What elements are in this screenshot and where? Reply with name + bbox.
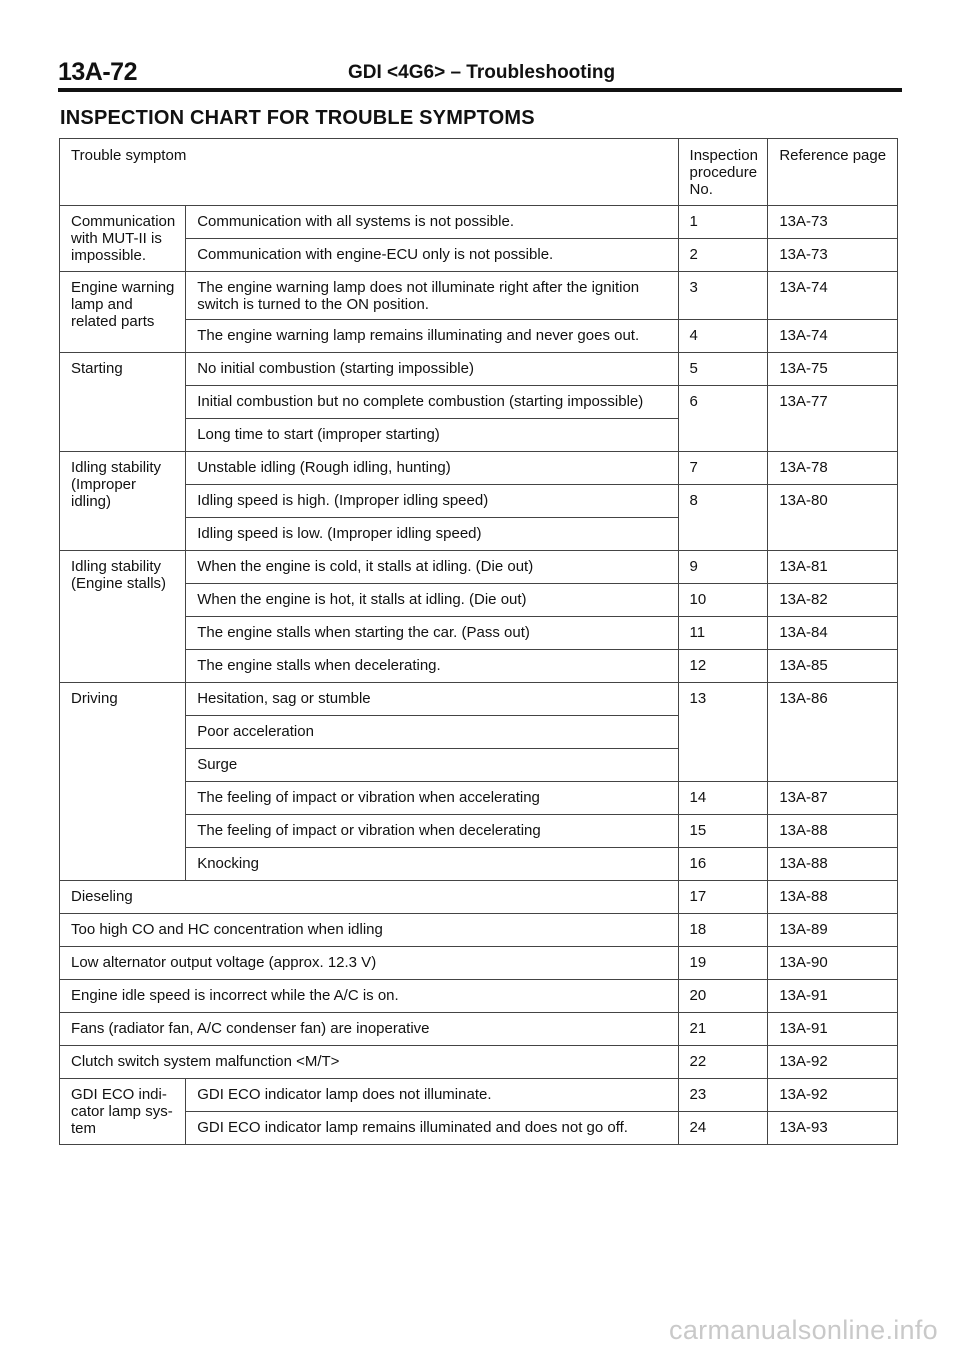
symptom-cell: When the engine is cold, it stalls at idling. (Die out)	[186, 551, 678, 584]
section-title: INSPECTION CHART FOR TROUBLE SYMPTOMS	[60, 107, 535, 129]
reference-cell: 13A-73	[768, 239, 898, 272]
symptom-cell: GDI ECO indicator lamp remains illuminated and does not go off.	[186, 1112, 678, 1145]
table-row	[60, 386, 898, 419]
running-title: GDI <4G6> – Troubleshooting	[348, 62, 616, 83]
symptom-cell: Long time to start (improper starting)	[186, 419, 678, 452]
procedure-cell: 7	[678, 452, 768, 485]
reference-cell: 13A-73	[768, 206, 898, 239]
symptom-cell: Poor acceleration	[186, 716, 678, 749]
symptom-cell: The engine warning lamp does not illuminate right after the ignition switch is turned to the ON position.	[186, 272, 678, 320]
procedure-cell: 23	[678, 1079, 768, 1112]
group-gdi-eco: GDI ECO indi- cator lamp sys- tem	[60, 1079, 186, 1145]
symptom-cell: Communication with engine-ECU only is not possible.	[186, 239, 678, 272]
table-row	[60, 650, 898, 683]
reference-cell: 13A-88	[768, 881, 898, 914]
group-idling-improper: Idling stability (Improper idling)	[60, 452, 186, 551]
table-row	[60, 848, 898, 881]
symptom-cell: The engine stalls when starting the car. (Pass out)	[186, 617, 678, 650]
procedure-cell: 18	[678, 914, 768, 947]
header-rule	[58, 88, 902, 92]
symptom-cell: Surge	[186, 749, 678, 782]
table-row	[60, 980, 898, 1013]
symptom-cell: The feeling of impact or vibration when accelerating	[186, 782, 678, 815]
symptom-cell: Communication with all systems is not possible.	[186, 206, 678, 239]
table-row	[60, 782, 898, 815]
procedure-cell: 14	[678, 782, 768, 815]
procedure-cell: 10	[678, 584, 768, 617]
symptom-cell: Dieseling	[60, 881, 679, 914]
symptom-cell: When the engine is hot, it stalls at idling. (Die out)	[186, 584, 678, 617]
symptom-cell: Low alternator output voltage (approx. 12.3 V)	[60, 947, 679, 980]
reference-cell: 13A-91	[768, 980, 898, 1013]
table-row	[60, 1046, 898, 1079]
table-row	[60, 914, 898, 947]
symptom-cell: Too high CO and HC concentration when idling	[60, 914, 679, 947]
reference-cell: 13A-77	[768, 386, 898, 452]
symptom-cell: No initial combustion (starting impossible)	[186, 353, 678, 386]
procedure-cell: 6	[678, 386, 768, 452]
site-watermark: carmanualsonline.info	[669, 1315, 938, 1345]
reference-cell: 13A-78	[768, 452, 898, 485]
table-row	[60, 206, 898, 239]
symptom-cell: Clutch switch system malfunction <M/T>	[60, 1046, 679, 1079]
symptom-cell: Initial combustion but no complete combustion (starting impossible)	[186, 386, 678, 419]
group-idling-stalls: Idling stability (Engine stalls)	[60, 551, 186, 683]
table-row	[60, 272, 898, 320]
table-row	[60, 1112, 898, 1145]
table-row	[60, 683, 898, 716]
symptom-cell: Engine idle speed is incorrect while the A/C is on.	[60, 980, 679, 1013]
page-header	[58, 58, 902, 88]
reference-cell: 13A-92	[768, 1079, 898, 1112]
procedure-cell: 17	[678, 881, 768, 914]
symptom-cell: Knocking	[186, 848, 678, 881]
group-communication: Communication with MUT-II is impossible.	[60, 206, 186, 272]
procedure-cell: 8	[678, 485, 768, 551]
header-inspection-procedure: Inspection procedure No.	[678, 139, 768, 206]
page-number: 13A-72	[58, 58, 137, 86]
group-engine-warning: Engine warning lamp and related parts	[60, 272, 186, 353]
symptom-cell: The feeling of impact or vibration when decelerating	[186, 815, 678, 848]
reference-cell: 13A-86	[768, 683, 898, 782]
procedure-cell: 12	[678, 650, 768, 683]
symptom-cell: Idling speed is high. (Improper idling speed)	[186, 485, 678, 518]
header-trouble-symptom: Trouble symptom	[60, 139, 679, 206]
group-starting: Starting	[60, 353, 186, 452]
procedure-cell: 3	[678, 272, 768, 320]
table-row	[60, 485, 898, 518]
symptom-cell: GDI ECO indicator lamp does not illuminate.	[186, 1079, 678, 1112]
reference-cell: 13A-91	[768, 1013, 898, 1046]
inspection-chart-table	[59, 138, 898, 1145]
procedure-cell: 19	[678, 947, 768, 980]
reference-cell: 13A-74	[768, 320, 898, 353]
reference-cell: 13A-93	[768, 1112, 898, 1145]
table-row	[60, 452, 898, 485]
reference-cell: 13A-90	[768, 947, 898, 980]
reference-cell: 13A-81	[768, 551, 898, 584]
reference-cell: 13A-80	[768, 485, 898, 551]
procedure-cell: 21	[678, 1013, 768, 1046]
symptom-cell: Idling speed is low. (Improper idling speed)	[186, 518, 678, 551]
group-driving: Driving	[60, 683, 186, 881]
reference-cell: 13A-74	[768, 272, 898, 320]
procedure-cell: 20	[678, 980, 768, 1013]
table-row	[60, 551, 898, 584]
symptom-cell: Unstable idling (Rough idling, hunting)	[186, 452, 678, 485]
reference-cell: 13A-87	[768, 782, 898, 815]
table-row	[60, 1013, 898, 1046]
table-row	[60, 617, 898, 650]
table-row	[60, 815, 898, 848]
reference-cell: 13A-82	[768, 584, 898, 617]
reference-cell: 13A-88	[768, 815, 898, 848]
procedure-cell: 2	[678, 239, 768, 272]
table-row	[60, 320, 898, 353]
procedure-cell: 9	[678, 551, 768, 584]
header-reference-page: Reference page	[768, 139, 898, 206]
table-row	[60, 947, 898, 980]
procedure-cell: 5	[678, 353, 768, 386]
procedure-cell: 4	[678, 320, 768, 353]
table-row	[60, 584, 898, 617]
symptom-cell: The engine stalls when decelerating.	[186, 650, 678, 683]
reference-cell: 13A-85	[768, 650, 898, 683]
procedure-cell: 24	[678, 1112, 768, 1145]
table-header-row	[60, 139, 898, 206]
procedure-cell: 13	[678, 683, 768, 782]
procedure-cell: 22	[678, 1046, 768, 1079]
symptom-cell: Fans (radiator fan, A/C condenser fan) are inoperative	[60, 1013, 679, 1046]
reference-cell: 13A-92	[768, 1046, 898, 1079]
procedure-cell: 11	[678, 617, 768, 650]
symptom-cell: Hesitation, sag or stumble	[186, 683, 678, 716]
table-row	[60, 881, 898, 914]
procedure-cell: 15	[678, 815, 768, 848]
table-row	[60, 353, 898, 386]
symptom-cell: The engine warning lamp remains illuminating and never goes out.	[186, 320, 678, 353]
procedure-cell: 16	[678, 848, 768, 881]
reference-cell: 13A-88	[768, 848, 898, 881]
procedure-cell: 1	[678, 206, 768, 239]
reference-cell: 13A-89	[768, 914, 898, 947]
table-row	[60, 239, 898, 272]
reference-cell: 13A-84	[768, 617, 898, 650]
table-row	[60, 1079, 898, 1112]
reference-cell: 13A-75	[768, 353, 898, 386]
